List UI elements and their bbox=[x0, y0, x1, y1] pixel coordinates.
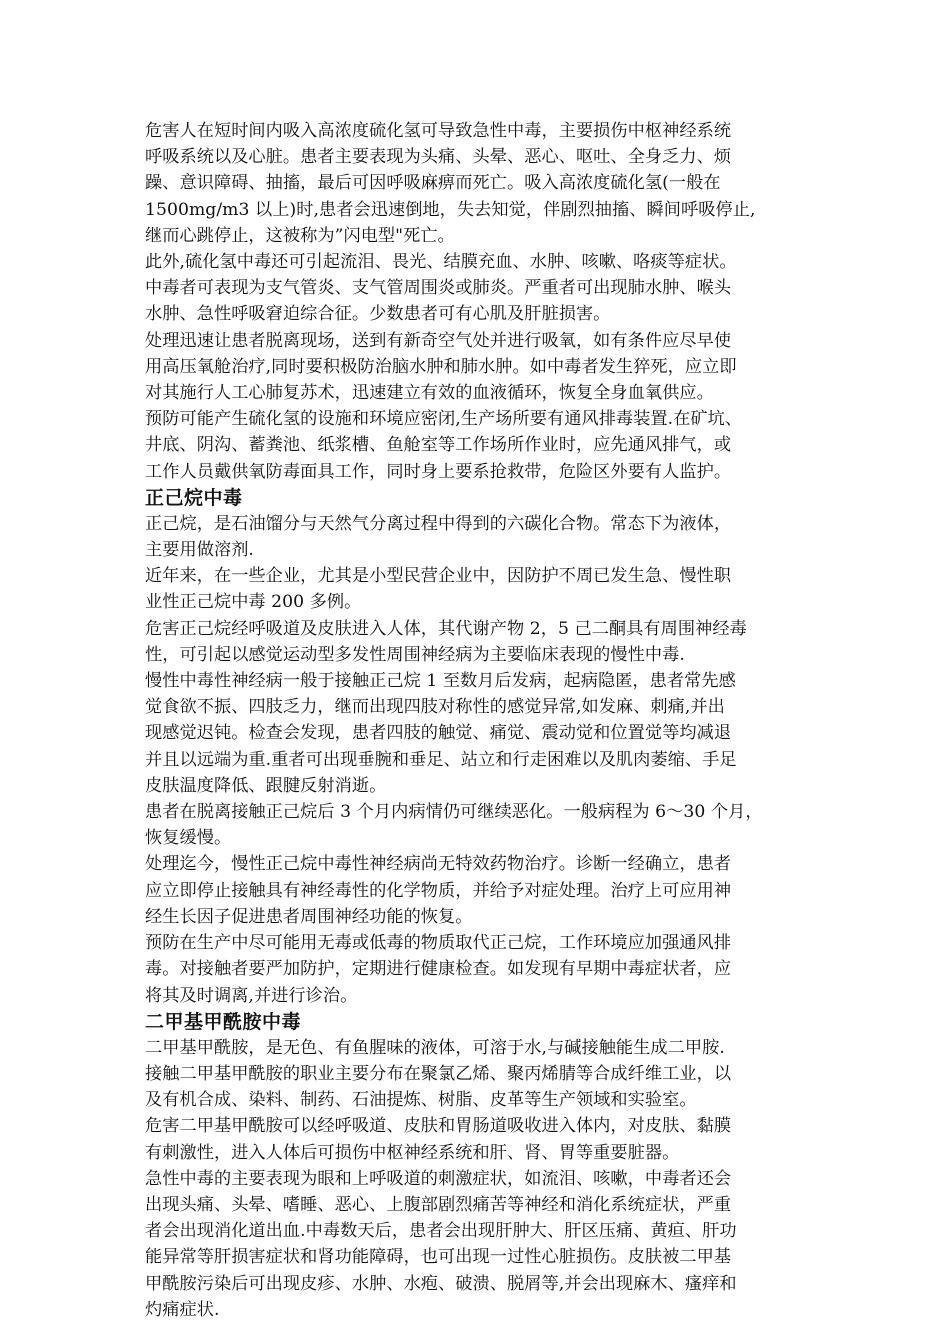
document-body bbox=[145, 118, 813, 1323]
paragraph-hexane-hazard: 危害正己烷经呼吸道及皮肤进入人体，其代谢产物 2，5 己二酮具有周围神经毒 性，可引起以感觉运动型多发性周围神经病为主要临床表现的慢性中毒. bbox=[145, 618, 747, 665]
paragraph-hexane-treatment: 处理迄今，慢性正己烷中毒性神经病尚无特效药物治疗。诊断一经确立，患者 应立即停止接触具有神经毒性的化学物质，并给予对症处理。治疗上可应用神 经生长因子促进患者周围神经功能的恢复。 bbox=[145, 854, 732, 927]
paragraph-h2s-respiratory: 中毒者可表现为支气管炎、支气管周围炎或肺炎。严重者可出现肺水肿、喉头 水肿、急性呼吸窘迫综合征。少数患者可有心肌及肝脏损害。 bbox=[145, 278, 732, 325]
paragraph-hexane-course: 患者在脱离接触正己烷后 3 个月内病情仍可继续恶化。一般病程为 6～30 个月， 恢复缓慢。 bbox=[145, 802, 763, 849]
paragraph-h2s-prevention: 预防可能产生硫化氢的设施和环境应密闭,生产场所要有通风排毒装置.在矿坑、 井底、阴沟、蓄粪池、纸浆槽、鱼舱室等工作场所作业时，应先通风排气，或 工作人员戴供氧防毒面具工作，同时身上要系抢救带，危险区外要有人监护。 bbox=[145, 409, 743, 482]
paragraph-dmf-occupations: 接触二甲基甲酰胺的职业主要分布在聚氯乙烯、聚丙烯腈等合成纤维工业，以 及有机合成、染料、制药、石油提炼、树脂、皮革等生产领域和实验室。 bbox=[145, 1063, 732, 1111]
paragraph-dmf-definition: 二甲基甲酰胺，是无色、有鱼腥味的液体，可溶于水,与碱接触能生成二甲胺. bbox=[145, 1037, 725, 1058]
heading-hexane-poisoning: 正己烷中毒 bbox=[145, 486, 243, 509]
paragraph-h2s-hazard: 危害人在短时间内吸入高浓度硫化氢可导致急性中毒，主要损伤中枢神经系统 呼吸系统以及心脏。患者主要表现为头痛、头晕、恶心、呕吐、全身乏力、烦 躁、意识障碍、抽搐，最后可因呼吸麻痹而死亡。吸入高浓度硫化氢(一般在 1500mg/m3 以上)时,患者会迅速倒地，失去知觉，伴剧烈抽搐、瞬间呼吸停止, 继而心跳停止，这被称为”闪电型"死亡。 bbox=[145, 121, 756, 246]
paragraph-hexane-definition: 正己烷，是石油馏分与天然气分离过程中得到的六碳化合物。常态下为液体， 主要用做溶剂. bbox=[145, 513, 732, 561]
paragraph-h2s-treatment: 处理迅速让患者脱离现场，送到有新奇空气处并进行吸氧，如有条件应尽早使 用高压氧舱治疗,同时要积极防治脑水肿和肺水肿。如中毒者发生猝死，应立即 对其施行人工心肺复苏术，迅速建立有效的血液循环，恢复全身血氧供应。 bbox=[145, 330, 737, 404]
paragraph-hexane-neuropathy: 慢性中毒性神经病一般于接触正己烷 1 至数月后发病，起病隐匿，患者常先感 觉食欲不振、四肢乏力，继而出现四肢对称性的感觉异常,如发麻、刺痛,并出 现感觉迟钝。检查会发现，患者四肢的触觉、痛觉、震动觉和位置觉等均减退 并且以远端为重.重者可出现垂腕和垂足、站立和行走困难以及肌肉萎缩、手足 皮肤温度降低、跟腱反射消逝。 bbox=[145, 671, 737, 796]
heading-dmf-poisoning: 二甲基甲酰胺中毒 bbox=[145, 1010, 302, 1033]
paragraph-hexane-prevention: 预防在生产中尽可能用无毒或低毒的物质取代正己烷，工作环境应加强通风排 毒。对接触者要严加防护，定期进行健康检查。如发现有早期中毒症状者，应 将其及时调离,并进行诊治。 bbox=[145, 933, 732, 1006]
paragraph-dmf-hazard: 危害二甲基甲酰胺可以经呼吸道、皮肤和胃肠道吸收进入体内，对皮肤、黏膜 有刺激性，进入人体后可损伤中枢神经系统和肝、肾、胃等重要脏器。 bbox=[145, 1116, 732, 1163]
paragraph-hexane-cases: 近年来，在一些企业，尤其是小型民营企业中，因防护不周已发生急、慢性职 业性正己烷中毒 200 多例。 bbox=[145, 566, 732, 613]
paragraph-h2s-other-symptoms: 此外,硫化氢中毒还可引起流泪、畏光、结膜充血、水肿、咳嗽、咯痰等症状。 bbox=[145, 252, 737, 273]
paragraph-dmf-acute-symptoms: 急性中毒的主要表现为眼和上呼吸道的刺激症状，如流泪、咳嗽，中毒者还会 出现头痛、头晕、嗜睡、恶心、上腹部剧烈痛苦等神经和消化系统症状，严重 者会出现消化道出血.中毒数天后，患者会出现肝肿大、肝区压痛、黄疸、肝功 能异常等肝损害症状和肾功能障碍，也可出现一过性心脏损伤。皮肤被二甲基 甲酰胺污染后可出现皮疹、水肿、水疱、破溃、脱屑等,并会出现麻木、瘙痒和 灼痛症状. bbox=[145, 1168, 737, 1320]
